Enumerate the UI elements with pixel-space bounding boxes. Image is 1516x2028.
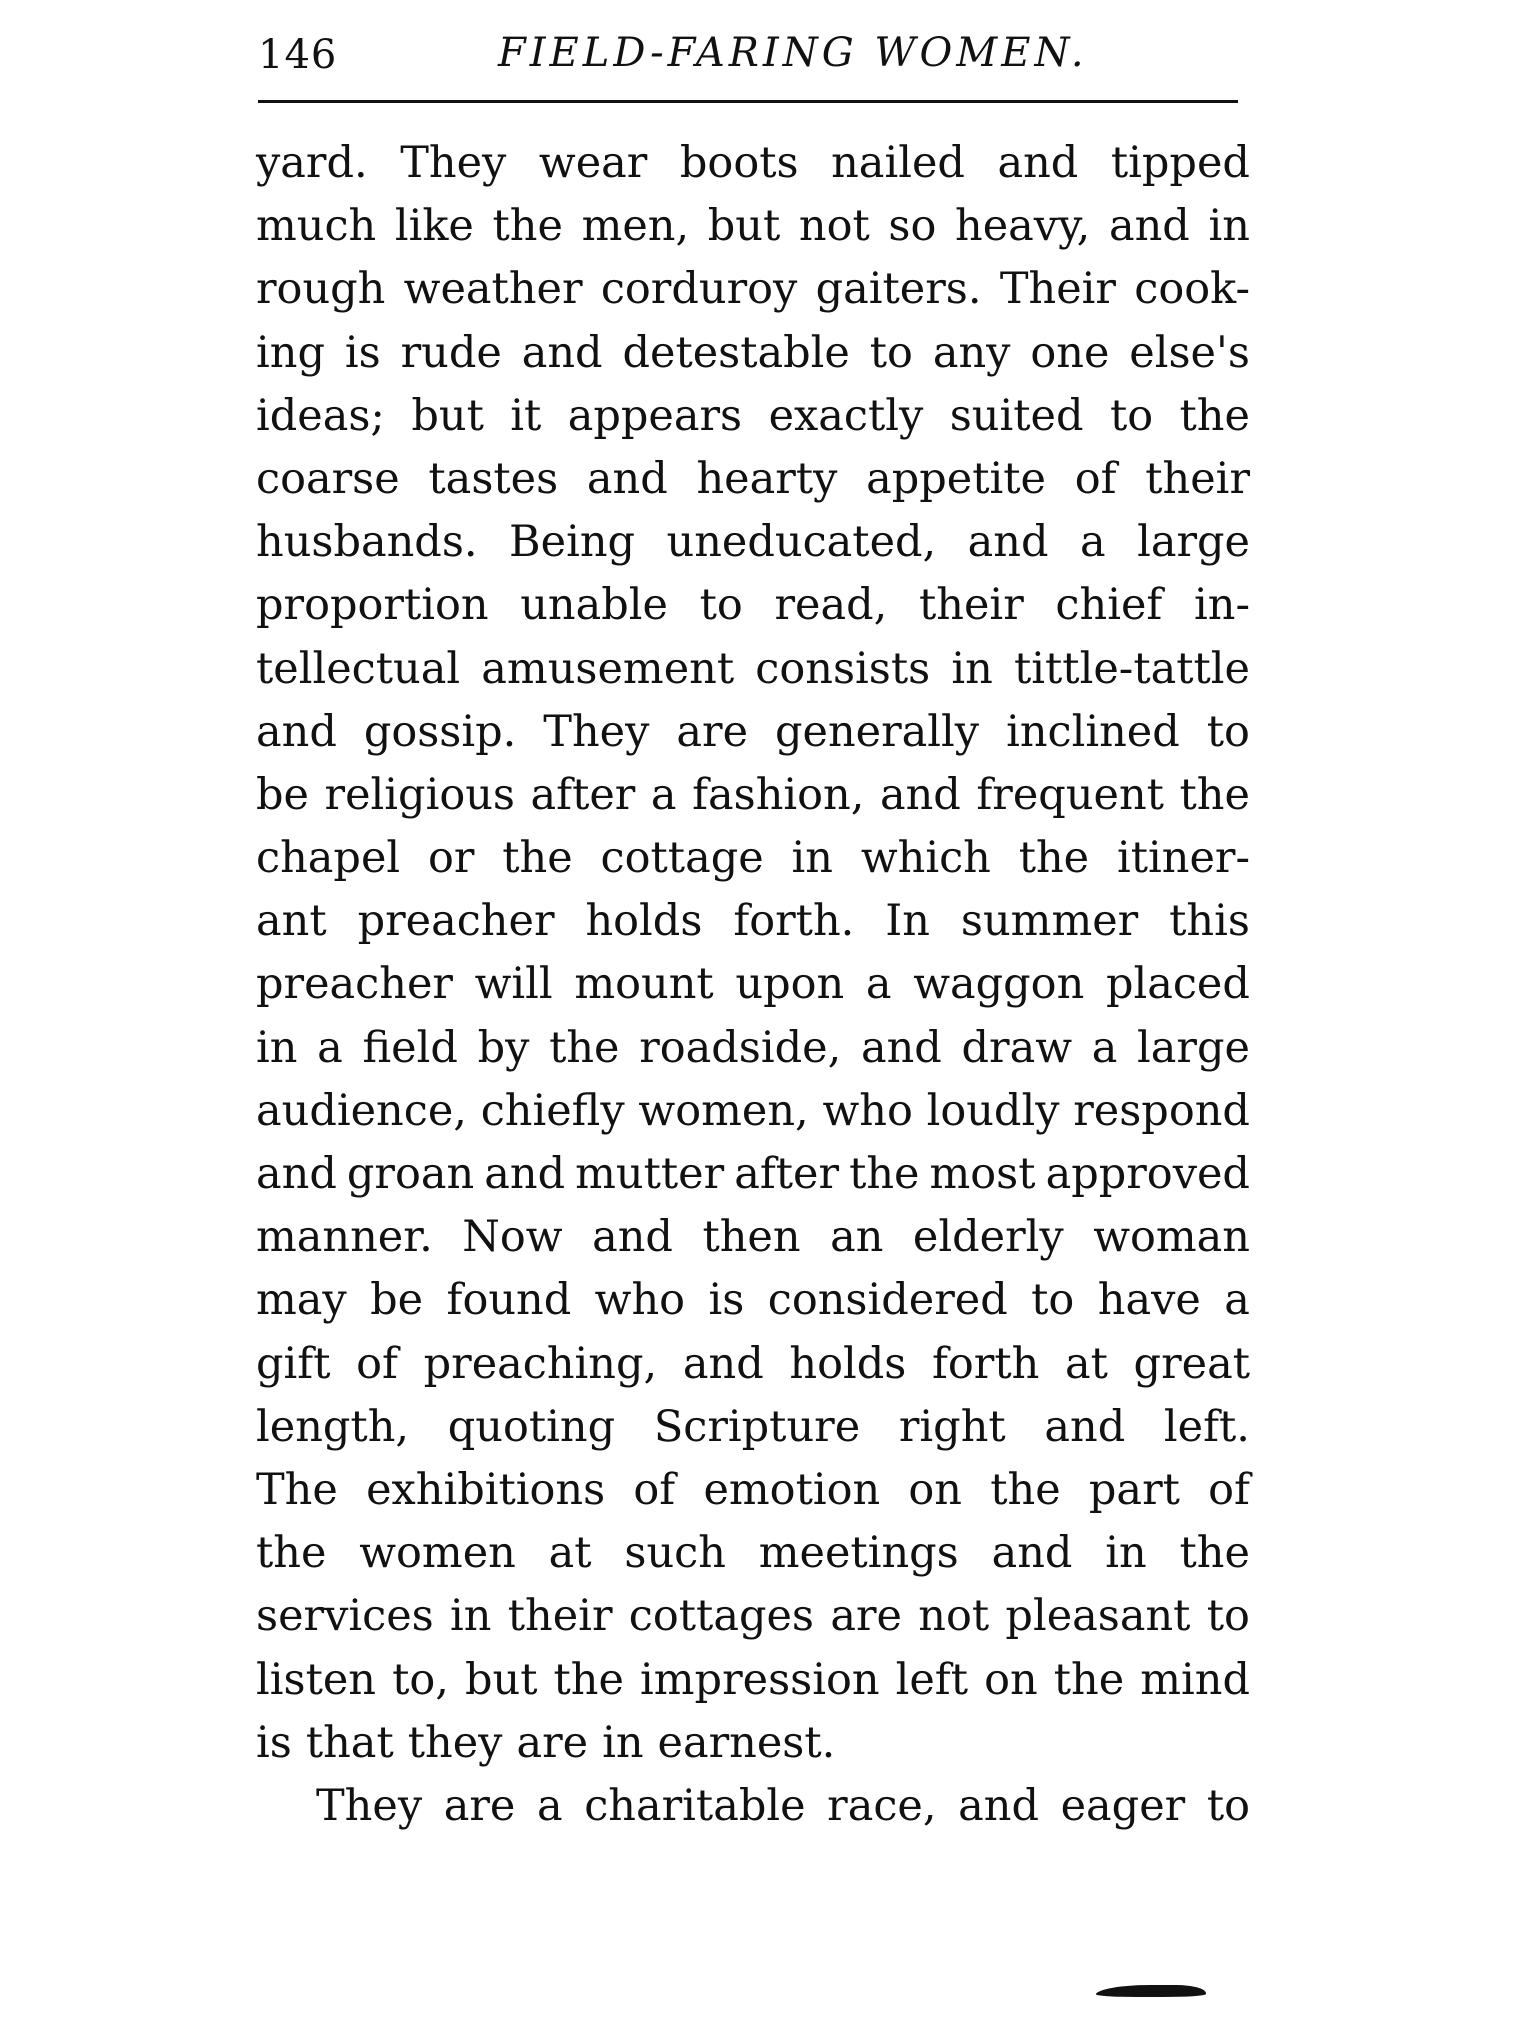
word: tellectual — [256, 643, 461, 694]
word: detestable — [622, 327, 850, 378]
word: summer — [960, 896, 1139, 947]
word: large — [1137, 517, 1250, 568]
word: ideas; — [256, 390, 385, 441]
word: race, — [827, 1780, 937, 1831]
word: groan — [346, 1149, 475, 1199]
word: to — [869, 327, 913, 378]
word: that — [305, 1717, 394, 1768]
word: ant — [256, 896, 327, 947]
text-line — [256, 890, 1250, 953]
word: exhibitions — [366, 1464, 606, 1515]
word: tipped — [1110, 138, 1250, 188]
word: services — [256, 1591, 434, 1642]
word: coarse — [256, 453, 400, 504]
text-line — [256, 258, 1250, 321]
word: consists — [755, 643, 931, 694]
word: manner. — [256, 1212, 433, 1263]
word: will — [474, 959, 553, 1010]
word: women, — [638, 1085, 809, 1136]
word: a — [650, 769, 677, 820]
text-line — [256, 638, 1250, 701]
word: They — [400, 138, 507, 188]
word: forth — [931, 1338, 1040, 1389]
word: rough — [256, 264, 386, 315]
word: the — [549, 1022, 620, 1073]
word: great — [1133, 1338, 1250, 1389]
word: at — [548, 1528, 592, 1579]
word: of — [356, 1338, 398, 1389]
header-rule — [258, 100, 1238, 103]
word: gossip. — [363, 706, 517, 757]
word: and — [256, 706, 337, 757]
word: preacher — [256, 959, 453, 1010]
word: itiner- — [1116, 833, 1250, 884]
word: audience, — [256, 1085, 467, 1136]
word: and — [958, 1780, 1039, 1831]
word: to — [699, 580, 743, 631]
word: are — [830, 1591, 902, 1642]
word: pleasant — [1005, 1591, 1191, 1642]
word: unable — [520, 580, 668, 631]
word: gaiters. — [815, 264, 982, 315]
text-line — [256, 1206, 1250, 1269]
word: considered — [767, 1275, 1008, 1326]
text-line — [256, 1017, 1250, 1080]
word: cottages — [628, 1591, 815, 1642]
text-line — [256, 701, 1250, 764]
word: to — [1206, 1591, 1250, 1642]
text-line — [256, 511, 1250, 574]
word: charitable — [584, 1780, 806, 1831]
word: boots — [679, 138, 799, 188]
word: it — [510, 390, 542, 441]
word: any — [932, 327, 1011, 378]
word: the — [849, 1149, 920, 1199]
word: the — [553, 1654, 624, 1705]
text-line — [256, 1080, 1250, 1143]
word: and — [592, 1212, 673, 1263]
word: the — [1179, 769, 1250, 820]
word: left — [895, 1654, 969, 1705]
word: length, — [256, 1401, 410, 1452]
word: cook- — [1134, 264, 1250, 315]
word: eager — [1060, 1780, 1186, 1831]
word: yard. — [256, 138, 368, 188]
word: approved — [1045, 1149, 1250, 1199]
word: may — [256, 1275, 347, 1326]
word: loudly — [926, 1085, 1060, 1136]
word: wear — [538, 138, 648, 188]
text-line — [256, 448, 1250, 511]
word: mind — [1140, 1654, 1250, 1705]
word: placed — [1105, 959, 1250, 1010]
word: woman — [1093, 1212, 1250, 1263]
word: most — [929, 1149, 1036, 1199]
word: They — [543, 706, 650, 757]
word: holds — [789, 1338, 907, 1389]
word: in — [791, 833, 833, 884]
word: after — [530, 769, 636, 820]
word: to — [1206, 706, 1250, 757]
word: of — [1208, 1464, 1250, 1515]
word: quoting — [447, 1401, 616, 1452]
word: and — [1108, 201, 1190, 252]
text-line — [256, 1396, 1250, 1459]
word: weather — [403, 264, 583, 315]
word: found — [446, 1275, 572, 1326]
word: in — [1105, 1528, 1147, 1579]
text-line — [256, 1459, 1250, 1522]
word: elderly — [912, 1212, 1064, 1263]
word: but — [411, 390, 484, 441]
word: exactly — [768, 390, 924, 441]
word: to — [1109, 390, 1154, 441]
text-line — [256, 1333, 1250, 1396]
word: of — [1074, 453, 1117, 504]
word: much — [256, 201, 377, 252]
word: part — [1088, 1464, 1180, 1515]
word: of — [633, 1464, 676, 1515]
word: Their — [999, 264, 1116, 315]
word: fashion, — [692, 769, 865, 820]
word: In — [885, 896, 930, 947]
word: emotion — [703, 1464, 881, 1515]
word: hearty — [696, 453, 838, 504]
text-line — [256, 1522, 1250, 1585]
word: the — [990, 1464, 1061, 1515]
word: appetite — [866, 453, 1047, 504]
word: a — [1079, 517, 1106, 568]
word: or — [427, 833, 475, 884]
word: a — [317, 1022, 343, 1073]
word: their — [919, 580, 1024, 631]
word: a — [536, 1780, 563, 1831]
word: and — [586, 453, 668, 504]
paragraph-last-line — [256, 1712, 1250, 1775]
word: roadside, — [639, 1022, 842, 1073]
word: a — [865, 959, 892, 1010]
word: rude — [400, 327, 502, 378]
word: and — [991, 1528, 1073, 1579]
word: the — [502, 833, 573, 884]
ink-mark — [1095, 1985, 1209, 1997]
word: They — [316, 1780, 423, 1831]
word: the — [1053, 1654, 1125, 1705]
word: are — [443, 1780, 516, 1831]
word: is — [256, 1717, 292, 1768]
word: so — [888, 201, 937, 252]
text-line — [256, 322, 1250, 385]
word: not — [918, 1591, 990, 1642]
word: nailed — [831, 138, 965, 188]
word: Scripture — [653, 1401, 861, 1452]
word: the — [1018, 833, 1090, 884]
text-line — [256, 764, 1250, 827]
word: and — [860, 1022, 942, 1073]
word: gift — [256, 1338, 331, 1389]
word: respond — [1073, 1085, 1250, 1136]
page-number: 146 — [258, 32, 338, 78]
word: who — [594, 1275, 686, 1326]
word: Being — [509, 517, 636, 568]
word: chief — [1055, 580, 1163, 631]
word: uneducated, — [666, 517, 937, 568]
word: amusement — [481, 643, 735, 694]
word: and — [256, 1149, 337, 1199]
word: a — [1224, 1275, 1250, 1326]
word: and — [967, 517, 1049, 568]
word: to — [1206, 1780, 1250, 1831]
word: corduroy — [600, 264, 798, 315]
word: this — [1169, 896, 1250, 947]
word: is — [708, 1275, 745, 1326]
word: suited — [949, 390, 1084, 441]
word: heavy, — [955, 201, 1091, 252]
word: but — [464, 1654, 538, 1705]
word: the — [1179, 1528, 1250, 1579]
word: to, — [392, 1654, 449, 1705]
word: tittle-tattle — [1014, 643, 1250, 694]
word: appears — [567, 390, 743, 441]
word: the — [492, 201, 563, 252]
word: mutter — [575, 1149, 725, 1199]
word: be — [370, 1275, 424, 1326]
text-line — [256, 827, 1250, 890]
word: be — [256, 769, 309, 820]
paragraph-first-line — [256, 1775, 1250, 1838]
word: ing — [256, 327, 325, 378]
word: in — [602, 1717, 644, 1768]
word: they — [407, 1717, 503, 1768]
word: meetings — [758, 1528, 959, 1579]
text-line — [256, 1269, 1250, 1332]
word: the — [256, 1528, 327, 1579]
word: on — [984, 1654, 1038, 1705]
word: chiefly — [480, 1085, 625, 1136]
word: upon — [735, 959, 845, 1010]
running-head — [258, 22, 1236, 92]
word: large — [1137, 1022, 1250, 1073]
word: preacher — [357, 896, 555, 947]
word: left. — [1163, 1401, 1250, 1452]
body-text — [256, 132, 1250, 1838]
word: tastes — [428, 453, 559, 504]
text-line — [256, 195, 1250, 258]
word: on — [908, 1464, 963, 1515]
word: not — [798, 201, 870, 252]
word: right — [898, 1401, 1006, 1452]
word: the — [1179, 390, 1250, 441]
word: and — [484, 1149, 566, 1199]
word: their — [507, 1591, 613, 1642]
word: preaching, — [423, 1338, 658, 1389]
word: their — [1145, 453, 1250, 504]
word: else's — [1129, 327, 1250, 378]
word: and — [879, 769, 961, 820]
word: have — [1097, 1275, 1201, 1326]
word: and — [521, 327, 603, 378]
word: in — [450, 1591, 492, 1642]
text-line — [256, 1649, 1250, 1712]
word: The — [256, 1464, 338, 1515]
word: a — [1091, 1022, 1118, 1073]
word: earnest. — [657, 1717, 836, 1768]
word: in — [1208, 201, 1250, 252]
word: field — [362, 1022, 458, 1073]
word: after — [734, 1149, 840, 1199]
text-line — [256, 385, 1250, 448]
word: and — [1044, 1401, 1126, 1452]
word: forth. — [733, 896, 855, 947]
word: is — [344, 327, 381, 378]
word: and — [997, 138, 1079, 188]
word: to — [1031, 1275, 1075, 1326]
word: who — [822, 1085, 913, 1136]
word: one — [1030, 327, 1110, 378]
word: are — [676, 706, 749, 757]
word: read, — [774, 580, 888, 631]
word: inclined — [1006, 706, 1180, 757]
word: but — [707, 201, 781, 252]
word: chapel — [256, 833, 401, 884]
word: men, — [581, 201, 690, 252]
text-line — [256, 1585, 1250, 1648]
word: in — [951, 643, 993, 694]
word: such — [624, 1528, 726, 1579]
word: which — [860, 833, 991, 884]
word: in — [256, 1022, 298, 1073]
word: listen — [256, 1654, 376, 1705]
word: frequent — [976, 769, 1164, 820]
word: impression — [640, 1654, 880, 1705]
word: waggon — [913, 959, 1085, 1010]
word: and — [682, 1338, 764, 1389]
word: mount — [574, 959, 714, 1010]
text-line — [256, 132, 1250, 195]
word: holds — [585, 896, 703, 947]
word: Now — [462, 1212, 563, 1263]
word: are — [516, 1717, 589, 1768]
running-title: FIELD-FARING WOMEN. — [498, 30, 1088, 76]
word: draw — [961, 1022, 1073, 1073]
word: then — [702, 1212, 801, 1263]
word: in- — [1194, 580, 1250, 631]
text-line — [256, 574, 1250, 637]
word: husbands. — [256, 517, 478, 568]
word: generally — [775, 706, 980, 757]
word: like — [394, 201, 474, 252]
word: women — [359, 1528, 516, 1579]
word: proportion — [256, 580, 489, 631]
word: at — [1064, 1338, 1108, 1389]
text-line — [256, 1143, 1250, 1206]
word: an — [830, 1212, 884, 1263]
word: religious — [324, 769, 515, 820]
word: cottage — [600, 833, 764, 884]
word: by — [477, 1022, 530, 1073]
text-line — [256, 953, 1250, 1016]
